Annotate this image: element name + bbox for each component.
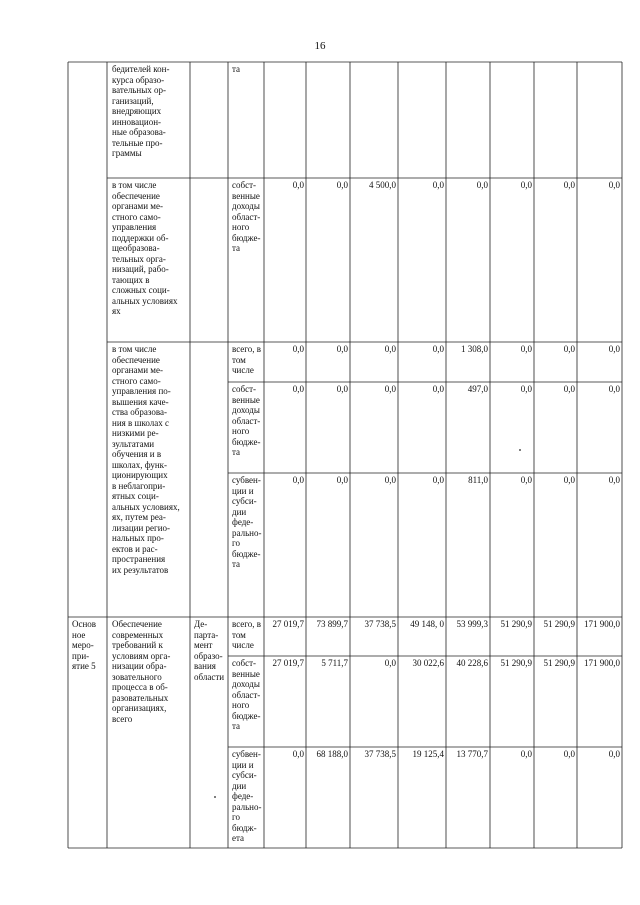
value-cell: 37 738,5 bbox=[364, 619, 396, 629]
responsible-executor: Де- парта- мент образо- вания области bbox=[194, 619, 225, 682]
value-cell: 497,0 bbox=[467, 384, 488, 394]
value-cell: 0,0 bbox=[608, 749, 620, 759]
value-cell: 0,0 bbox=[520, 180, 532, 190]
activity-description: бедителей кон- курса образо- вательных ор- ганизаций, внедряющих инновацион- ные образова- тельные про- граммы bbox=[112, 64, 170, 158]
value-cell: 0,0 bbox=[336, 180, 348, 190]
funding-source: собст- венные доходы област- ного бюдже- та bbox=[232, 180, 261, 253]
value-cell: 30 022,6 bbox=[412, 658, 444, 668]
funding-source: всего, в том числе bbox=[232, 619, 262, 650]
measure-number: Основ ное меро- при- ятие 5 bbox=[72, 619, 97, 671]
value-cell: 13 770,7 bbox=[456, 749, 488, 759]
funding-source: субвен- ции и субси- дии феде- рально- го бюдже- та bbox=[232, 475, 262, 569]
funding-source: собст- венные доходы област- ного бюдже- та bbox=[232, 658, 261, 731]
scan-speck bbox=[214, 796, 216, 798]
value-cell: 0,0 bbox=[292, 180, 304, 190]
funding-source: всего, в том числе bbox=[232, 344, 262, 375]
value-cell: 5 711,7 bbox=[321, 658, 348, 668]
value-cell: 0,0 bbox=[476, 180, 488, 190]
value-cell: 0,0 bbox=[292, 749, 304, 759]
activity-description: в том числе обеспечение органами ме- стного само- управления поддержки об- щеобразова- тельных орга- низаций, рабо- тающих в сложных соци- альных условиях ях bbox=[112, 180, 178, 316]
value-cell: 0,0 bbox=[608, 384, 620, 394]
value-cell: 0,0 bbox=[432, 180, 444, 190]
value-cell: 0,0 bbox=[384, 384, 396, 394]
value-cell: 0,0 bbox=[563, 344, 575, 354]
value-cell: 68 188,0 bbox=[316, 749, 348, 759]
value-cell: 73 899,7 bbox=[316, 619, 348, 629]
value-cell: 171 900,0 bbox=[584, 658, 620, 668]
activity-description: в том числе обеспечение органами ме- стного само- управления по- вышения каче- ства образова- ния в школах с низкими ре- зультатами обучения и в школах, функ- ционирующих в неблагопри- ятных соци- альных условиях, ях, путем реа- лизации регио- нальных про- ектов и рас- пространения их результатов bbox=[112, 344, 180, 575]
page-number: 16 bbox=[314, 40, 326, 52]
value-cell: 0,0 bbox=[520, 344, 532, 354]
value-cell: 27 019,7 bbox=[272, 619, 304, 629]
value-cell: 4 500,0 bbox=[369, 180, 396, 190]
value-cell: 0,0 bbox=[608, 475, 620, 485]
activity-description: Обеспечение современных требований к условиям орга- низации обра- зовательного процесса в об- разовательных организациях, всего bbox=[112, 619, 171, 724]
value-cell: 811,0 bbox=[468, 475, 488, 485]
value-cell: 51 290,9 bbox=[543, 619, 575, 629]
value-cell: 0,0 bbox=[292, 475, 304, 485]
value-cell: 0,0 bbox=[432, 344, 444, 354]
value-cell: 0,0 bbox=[336, 475, 348, 485]
value-cell: 40 228,6 bbox=[456, 658, 488, 668]
funding-source: субвен- ции и субси- дии феде- рально- го бюдж- ета bbox=[232, 749, 262, 843]
value-cell: 0,0 bbox=[563, 384, 575, 394]
value-cell: 0,0 bbox=[608, 180, 620, 190]
value-cell: 1 308,0 bbox=[461, 344, 488, 354]
value-cell: 51 290,9 bbox=[500, 658, 532, 668]
value-cell: 0,0 bbox=[520, 749, 532, 759]
value-cell: 37 738,5 bbox=[364, 749, 396, 759]
value-cell: 51 290,9 bbox=[500, 619, 532, 629]
value-cell: 0,0 bbox=[384, 475, 396, 485]
value-cell: 0,0 bbox=[563, 180, 575, 190]
value-cell: 171 900,0 bbox=[584, 619, 620, 629]
value-cell: 0,0 bbox=[292, 384, 304, 394]
funding-source: та bbox=[232, 64, 241, 74]
value-cell: 53 999,3 bbox=[456, 619, 488, 629]
value-cell: 0,0 bbox=[384, 344, 396, 354]
value-cell: 0,0 bbox=[520, 475, 532, 485]
value-cell: 0,0 bbox=[520, 384, 532, 394]
value-cell: 0,0 bbox=[292, 344, 304, 354]
value-cell: 19 125,4 bbox=[412, 749, 444, 759]
scan-speck bbox=[519, 449, 521, 451]
value-cell: 51 290,9 bbox=[543, 658, 575, 668]
value-cell: 0,0 bbox=[563, 749, 575, 759]
funding-source: собст- венные доходы област- ного бюдже- та bbox=[232, 384, 261, 457]
value-cell: 0,0 bbox=[432, 384, 444, 394]
value-cell: 0,0 bbox=[608, 344, 620, 354]
value-cell: 0,0 bbox=[432, 475, 444, 485]
value-cell: 0,0 bbox=[384, 658, 396, 668]
value-cell: 0,0 bbox=[336, 344, 348, 354]
value-cell: 27 019,7 bbox=[272, 658, 304, 668]
value-cell: 0,0 bbox=[563, 475, 575, 485]
value-cell: 0,0 bbox=[336, 384, 348, 394]
value-cell: 49 148, 0 bbox=[410, 619, 444, 629]
